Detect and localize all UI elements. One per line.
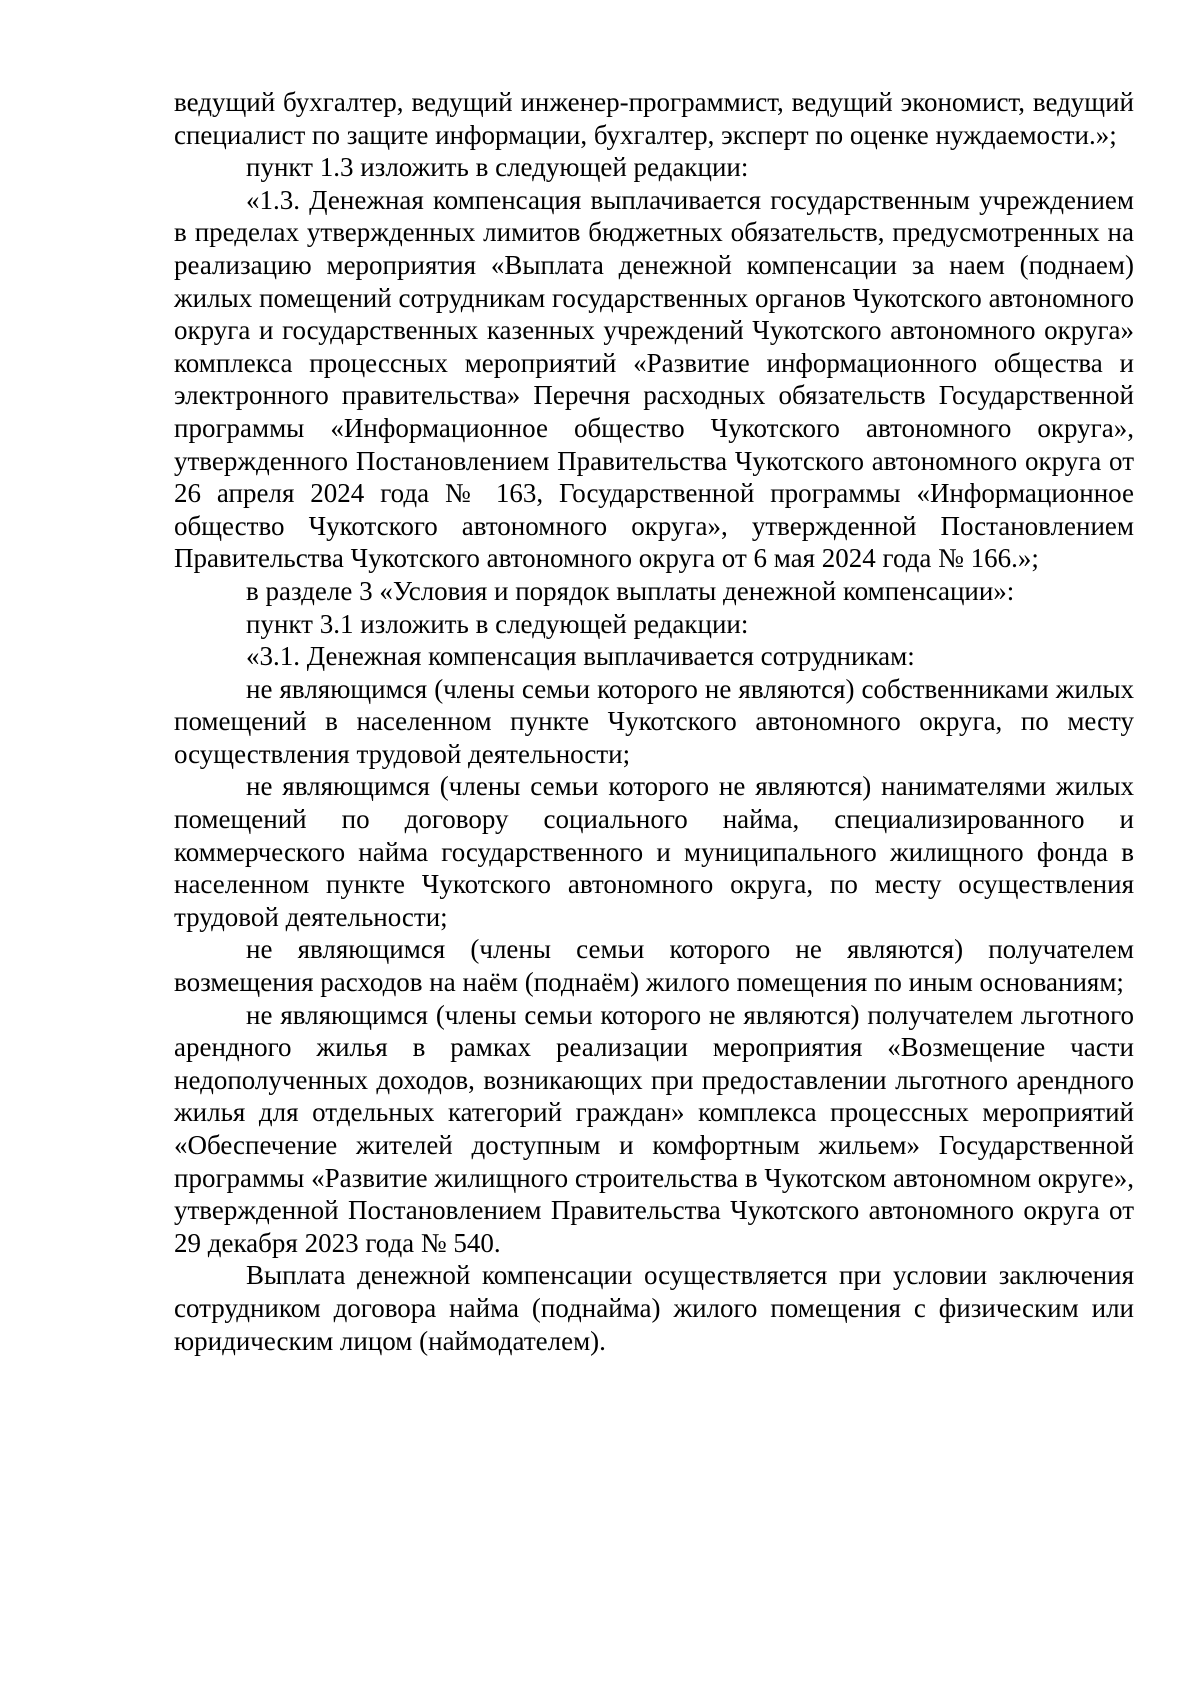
paragraph-item-3-1-intro: пункт 3.1 изложить в следующей редакции: — [246, 608, 749, 639]
paragraph-section-3-intro: в разделе 3 «Условия и порядок выплаты денежной компенсации»: — [246, 575, 1015, 606]
document-body — [174, 86, 1134, 1357]
paragraph-item-3-1-text: «3.1. Денежная компенсация выплачивается сотрудникам: — [246, 641, 915, 672]
paragraph-item-1-3-intro: пункт 1.3 изложить в следующей редакции: — [246, 152, 749, 183]
paragraph-item-1-3-text: «1.3. Денежная компенсация выплачивается государственным учреждением в пределах утвержденных лимитов бюджетных обязательств, предусмотренных на реализацию мероприятия «Выплата денежной компенсации за наем (поднаем) жилых помещений сотрудникам государственных органов Чукотского автономного округа и государственных казенных учреждений Чукотского автономного округа» комплекса процессных мероприятий «Развитие информационного общества и электронного правительства» Перечня расходных обязательств Государственной программы «Информационное общество Чукотского автономного округа», утвержденного Постановлением Правительства Чукотского автономного округа от 26 апреля 2024 года № 163, Государственной программы «Информационное общество Чукотского автономного округа», утвержденной Постановлением Правительства Чукотского автономного округа от 6 мая 2024 года № 166.»; — [174, 184, 1134, 574]
paragraph-condition-preferential-housing: не являющимся (члены семьи которого не являются) получателем льготного арендного жилья в рамках реализации мероприятия «Возмещение части недополученных доходов, возникающих при предоставлении льготного арендного жилья для отдельных категорий граждан» комплекса процессных мероприятий «Обеспечение жителей доступным и комфортным жильем» Государственной программы «Развитие жилищного строительства в Чукотском автономном округе», утвержденной Постановлением Правительства Чукотского автономного округа от 29 декабря 2023 года № 540. — [174, 999, 1135, 1258]
paragraph-condition-tenants: не являющимся (члены семьи которого не являются) нанимателями жилых помещений по договору социального найма, специализированного и коммерческого найма государственного и муниципального жилищного фонда в населенном пункте Чукотского автономного округа, по месту осуществления трудовой деятельности; — [174, 771, 1134, 932]
paragraph-continuation-positions: ведущий бухгалтер, ведущий инженер-программист, ведущий экономист, ведущий специалист по защите информации, бухгалтер, эксперт по оценке нуждаемости.»; — [174, 87, 1134, 150]
paragraph-condition-reimbursement: не являющимся (члены семьи которого не являются) получателем возмещения расходов на наём (поднаём) жилого помещения по иным основаниям; — [174, 934, 1134, 998]
paragraph-payment-condition: Выплата денежной компенсации осуществляется при условии заключения сотрудником договора найма (поднайма) жилого помещения с физическим или юридическим лицом (наймодателем). — [174, 1260, 1134, 1356]
paragraph-condition-owners: не являющимся (члены семьи которого не являются) собственниками жилых помещений в населенном пункте Чукотского автономного округа, по месту осуществления трудовой деятельности; — [174, 673, 1134, 769]
